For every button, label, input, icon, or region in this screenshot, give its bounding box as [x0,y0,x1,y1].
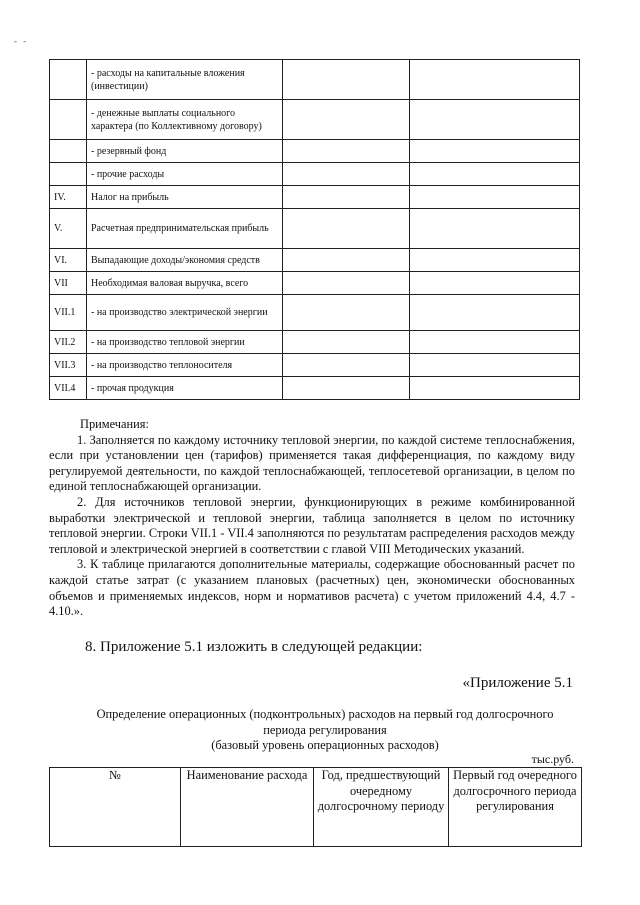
value-cell [410,209,580,249]
value-cell [410,272,580,295]
note-paragraph: 1. Заполняется по каждому источнику тепловой энергии, по каждой системе теплоснабжения, если при установлении цен (тарифов) применяется такая дифференциация, по каждому виду регулируемой деятельности, по каждой теплоснабжающей, теплосетевой организации, в целом по единой теплоснабжающей организации. [49,432,575,494]
value-cell [283,377,410,400]
row-number: VII [50,272,87,295]
table-row [50,331,580,354]
unit-label: тыс.руб. [531,752,574,766]
row-number: VII.1 [50,295,87,331]
value-cell [410,295,580,331]
row-name: - на производство теплоносителя [87,354,283,377]
row-number: VII.4 [50,377,87,400]
row-name: - прочая продукция [87,377,283,400]
table-row [50,60,580,100]
table-header-row [50,768,582,847]
note-paragraph: 3. К таблице прилагаются дополнительные материалы, содержащие обоснованный расчет по каждой статье затрат (с указанием плановых (расчетных) цен, экономически обоснованных объемов и применяемых индексов, норм и нормативов расчета) с учетом приложений 4.4, 4.7 - 4.10.». [49,557,575,619]
row-number: VI. [50,249,87,272]
row-name: - резервный фонд [87,140,283,163]
value-cell [283,209,410,249]
title-line: (базовый уровень операционных расходов) [211,738,439,753]
value-cell [283,100,410,140]
notes-section [49,417,575,620]
notes-heading: Примечания: [80,417,149,431]
value-cell [410,377,580,400]
value-cell [283,272,410,295]
value-cell [283,186,410,209]
row-number: IV. [50,186,87,209]
row-number [50,163,87,186]
value-cell [410,100,580,140]
table-row [50,295,580,331]
table-row [50,377,580,400]
amendment-item-8: 8. Приложение 5.1 изложить в следующей редакции: [85,639,423,655]
value-cell [283,249,410,272]
expense-table [49,59,580,400]
operating-expenses-table [49,767,582,847]
value-cell [283,331,410,354]
column-header-number: № [50,768,181,847]
value-cell [410,140,580,163]
title-line: периода регулирования [263,722,387,737]
table-row [50,186,580,209]
row-name: Налог на прибыль [87,186,283,209]
row-name: - на производство электрической энергии [87,295,283,331]
value-cell [410,354,580,377]
table-row [50,249,580,272]
title-line: Определение операционных (подконтрольных) расходов на первый год долгосрочного [96,707,554,721]
row-name: - на производство тепловой энергии [87,331,283,354]
value-cell [410,60,580,100]
row-number [50,100,87,140]
row-name: - денежные выплаты социального характера (по Коллективному договору) [87,100,283,140]
row-number: VII.2 [50,331,87,354]
column-header-previous-year: Год, предшествующий очередному долгосрочному периоду [314,768,449,847]
row-name: Расчетная предпринимательская прибыль [87,209,283,249]
table-row [50,209,580,249]
value-cell [410,186,580,209]
value-cell [283,295,410,331]
row-number: V. [50,209,87,249]
table-row [50,140,580,163]
table-row [50,100,580,140]
table-row [50,163,580,186]
row-name: Выпадающие доходы/экономия средств [87,249,283,272]
value-cell [283,140,410,163]
value-cell [283,354,410,377]
row-number [50,60,87,100]
appendix-label: «Приложение 5.1 [462,675,573,691]
row-name: Необходимая валовая выручка, всего [87,272,283,295]
column-header-first-year: Первый год очередного долгосрочного периода регулирования [449,768,582,847]
row-number: VII.3 [50,354,87,377]
column-header-name: Наименование расхода [181,768,314,847]
table-title [60,707,590,754]
value-cell [283,60,410,100]
row-name: - прочие расходы [87,163,283,186]
scan-mark: - - [14,36,29,46]
value-cell [410,331,580,354]
table-row [50,272,580,295]
value-cell [410,163,580,186]
value-cell [283,163,410,186]
value-cell [410,249,580,272]
row-number [50,140,87,163]
note-paragraph: 2. Для источников тепловой энергии, функционирующих в режиме комбинированной выработки электрической и тепловой энергии, таблица заполняется в целом по источнику тепловой энергии. Строки VII.1 - VII.4 заполняются по результатам распределения расходов между тепловой и электрической энергией в соответствии с главой VIII Методических указаний. [49,494,575,556]
row-name: - расходы на капитальные вложения (инвестиции) [87,60,283,100]
table-row [50,354,580,377]
